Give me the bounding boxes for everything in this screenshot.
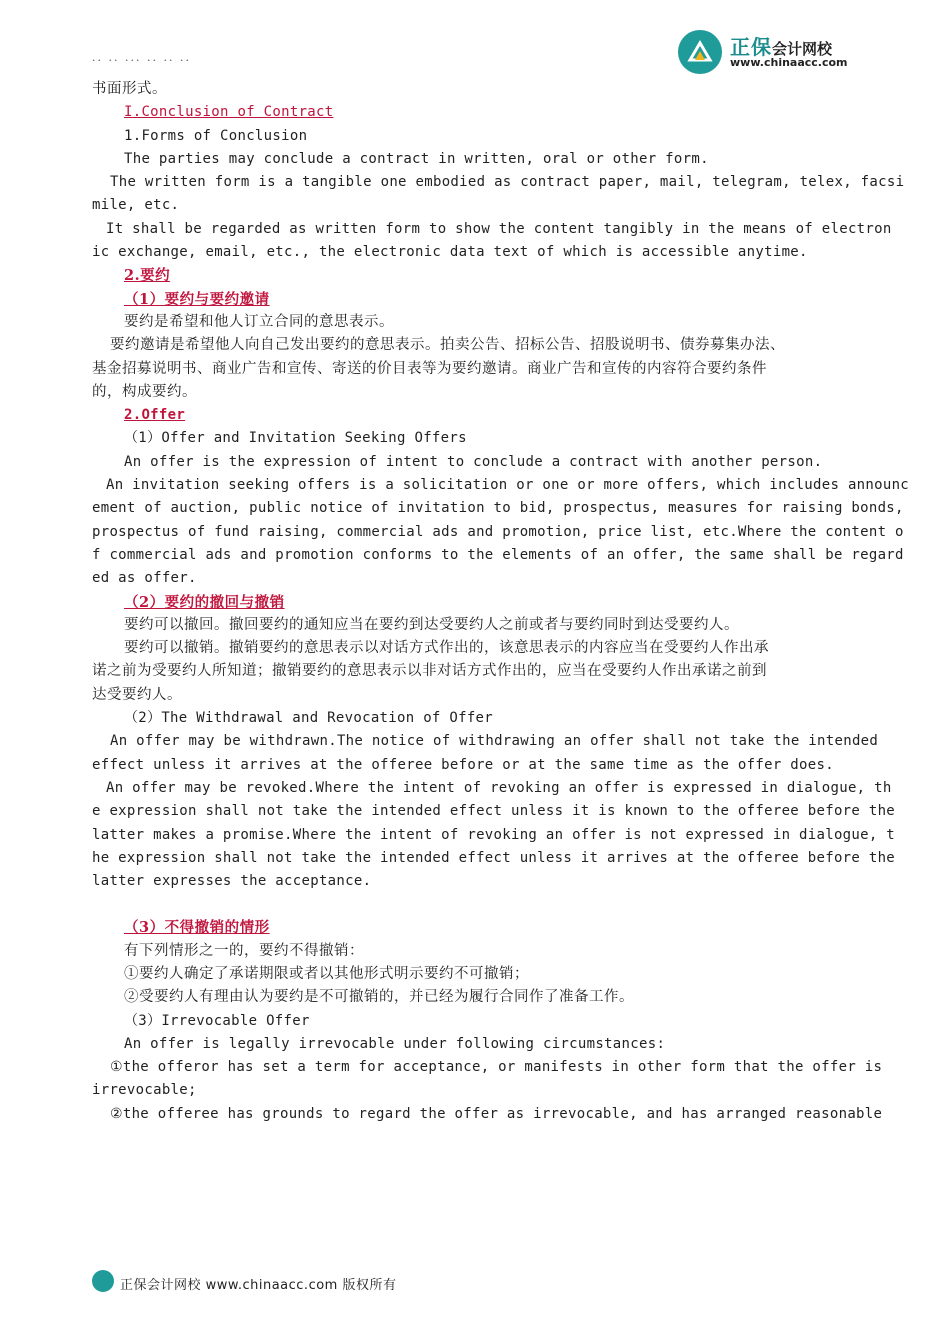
text-line: ②the offeree has grounds to regard the offer as irrevocable, and has arranged reasonable [110,1105,883,1122]
text-line: （1）Offer and Invitation Seeking Offers [124,430,467,447]
text-line: 要约可以撤回。撤回要约的通知应当在要约到达受要约人之前或者与要约同时到达受要约人。 [124,616,739,633]
clipped-header-text: ·· ·· ··· ·· ·· ·· [92,54,191,67]
text-line: 要约邀请是希望他人向自己发出要约的意思表示。拍卖公告、招标公告、招股说明书、债券募集办法、 [110,337,785,354]
text-line: 达受要约人。 [92,686,182,703]
footer-logo-icon [92,1270,114,1292]
section-heading: （2）要约的撤回与撤销 [124,593,285,611]
text-line: （2）The Withdrawal and Revocation of Offer [124,710,494,727]
text-line: prospectus of fund raising, commercial ads and promotion, price list, etc.Where the content o [92,523,904,540]
text-line: 有下列情形之一的，要约不得撤销： [124,942,364,959]
section-heading: 2.Offer [124,407,186,424]
page-footer [92,1270,592,1296]
text-line: effect unless it arrives at the offeree before or at the same time as the offer does. [92,756,834,773]
text-line: The written form is a tangible one embodied as contract paper, mail, telegram, telex, facsi [110,174,905,191]
text-line: ①要约人确定了承诺期限或者以其他形式明示要约不可撤销； [124,965,529,982]
text-line: 要约可以撤销。撤销要约的意思表示以对话方式作出的，该意思表示的内容应当在受要约人作出承 [124,640,769,657]
text-line: 诺之前为受要约人所知道；撤销要约的意思表示以非对话方式作出的，应当在受要约人作出承诺之前到 [92,663,767,680]
text-line: An offer is the expression of intent to conclude a contract with another person. [124,453,823,470]
text-line: 书面形式。 [92,81,167,97]
text-line: mile, etc. [92,197,180,214]
logo-icon [678,30,722,74]
text-line: 的，构成要约。 [92,383,197,400]
text-line: ement of auction, public notice of invitation to bid, prospectus, measures for raising bonds, [92,500,904,517]
footer-copyright: 正保会计网校 www.chinaacc.com 版权所有 [120,1278,397,1293]
section-heading: I.Conclusion of Contract [124,104,334,121]
text-line: It shall be regarded as written form to show the content tangibly in the means of electron [106,220,892,237]
text-line: ②受要约人有理由认为要约是不可撤销的，并已经为履行合同作了准备工作。 [124,989,634,1006]
text-line: An offer may be revoked.Where the intent of revoking an offer is expressed in dialogue, th [106,779,892,796]
text-line: he expression shall not take the intended effect unless it arrives at the offeree before the [92,849,896,866]
blank-line [92,893,882,916]
text-line: e expression shall not take the intended effect unless it is known to the offeree before the [92,803,896,820]
text-line: 要约是希望和他人订立合同的意思表示。 [124,313,394,330]
text-line: latter makes a promise.Where the intent of revoking an offer is not expressed in dialogue, t [92,826,896,843]
text-line: 1.Forms of Conclusion [124,127,308,144]
text-line: ed as offer. [92,570,197,587]
document-body [92,78,910,1126]
text-line: （3）Irrevocable Offer [124,1012,310,1029]
text-line: 基金招募说明书、商业广告和宣传、寄送的价目表等为要约邀请。商业广告和宣传的内容符合要约条件 [92,360,767,377]
text-line: An invitation seeking offers is a solicitation or one or more offers, which includes announc [106,477,910,494]
text-line: The parties may conclude a contract in written, oral or other form. [124,150,709,167]
text-line: An offer is legally irrevocable under following circumstances: [124,1035,666,1052]
text-line: latter expresses the acceptance. [92,873,372,890]
text-line: f commercial ads and promotion conforms to the elements of an offer, the same shall be regard [92,546,904,563]
text-line: An offer may be withdrawn.The notice of withdrawing an offer shall not take the intended [110,733,879,750]
text-line: ic exchange, email, etc., the electronic data text of which is accessible anytime. [92,244,808,261]
logo-url: www.chinaacc.com [730,56,848,69]
chinaacc-logo[interactable] [678,30,878,76]
text-line: irrevocable; [92,1082,197,1099]
text-line: ①the offeror has set a term for acceptance, or manifests in other form that the offer is [110,1059,883,1076]
section-heading: （3）不得撤销的情形 [124,919,270,937]
section-heading: 2.要约 [124,267,171,285]
logo-brand-name: 正保会计网校 [730,35,833,59]
section-heading: （1）要约与要约邀请 [124,290,270,308]
